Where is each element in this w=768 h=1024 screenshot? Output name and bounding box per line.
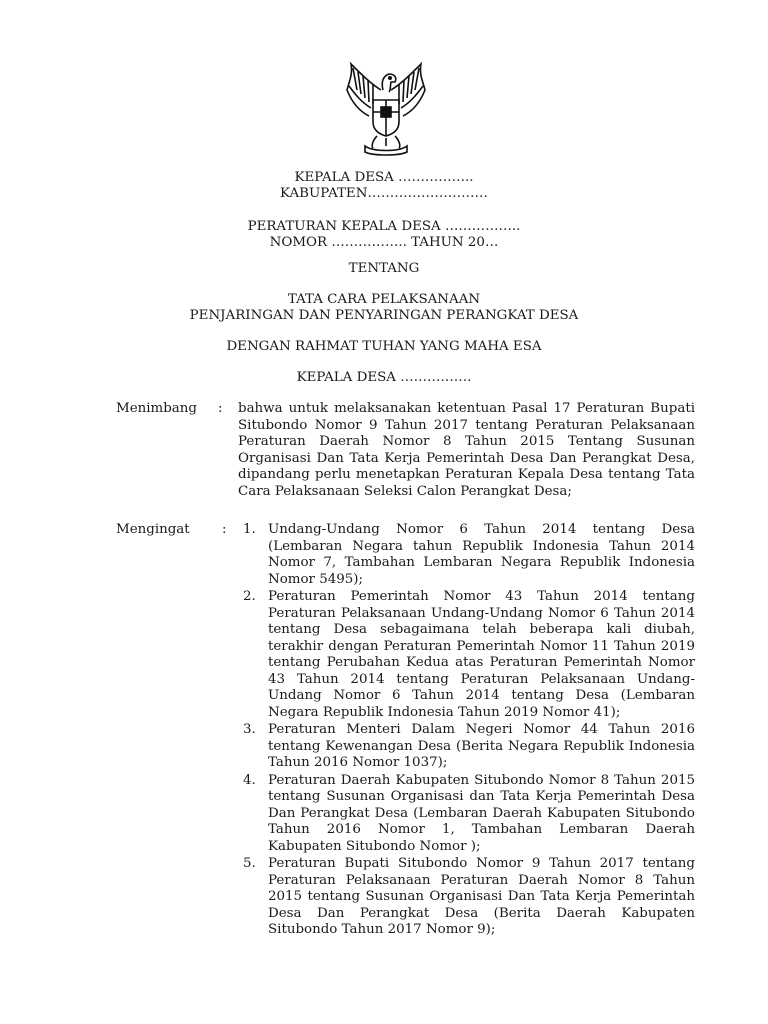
- subject-line-1: TATA CARA PELAKSANAAN: [287, 292, 481, 307]
- issuer-line: KEPALA DESA …………….: [296, 370, 472, 385]
- list-item: [243, 722, 695, 772]
- preamble-line: DENGAN RAHMAT TUHAN YANG MAHA ESA: [226, 339, 542, 354]
- list-item-text: Undang-Undang Nomor 6 Tahun 2014 tentang Desa (Lembaran Negara tahun Republik Indonesia Tahun 2014 Nomor 7, Tambahan Lembaran Negara Republik Indonesia Nomor 5495);: [268, 522, 695, 587]
- mengingat-label: Mengingat: [116, 522, 190, 537]
- menimbang-text: bahwa untuk melaksanakan ketentuan Pasal 17 Peraturan Bupati Situbondo Nomor 9 Tahun 2017 tentang Peraturan Pelaksanaan Peraturan Daerah Nomor 8 Tahun 2015 Tentang Susunan Organisasi Dan Tata Kerja Pemerintah Desa Dan Perangkat Desa, dipandang perlu menetapkan Peraturan Kepala Desa tentang Tata Cara Pelaksanaan Seleksi Calon Perangkat Desa;: [238, 401, 695, 499]
- list-item: [243, 773, 695, 856]
- list-item: [243, 856, 695, 939]
- list-item-number: 2.: [243, 589, 256, 604]
- list-item-text: Peraturan Menteri Dalam Negeri Nomor 44 Tahun 2016 tentang Kewenangan Desa (Berita Negara Republik Indonesia Tahun 2016 Nomor 1037);: [268, 722, 695, 770]
- list-item: [243, 522, 695, 588]
- list-item: [243, 589, 695, 721]
- mengingat-colon: :: [222, 522, 227, 537]
- list-item-number: 3.: [243, 722, 256, 737]
- list-item-text: Peraturan Bupati Situbondo Nomor 9 Tahun 2017 tentang Peraturan Pelaksanaan Peraturan Daerah Nomor 8 Tahun 2015 tentang Susunan Organisasi Dan Tata Kerja Pemerintah Desa Dan Perangkat Desa (Berita Daerah Kabupaten Situbondo Tahun 2017 Nomor 9);: [268, 856, 695, 937]
- list-item-number: 5.: [243, 856, 256, 871]
- regulation-number: NOMOR …………….. TAHUN 20…: [269, 235, 499, 250]
- regulation-title: PERATURAN KEPALA DESA ……………..: [247, 219, 521, 234]
- garuda-emblem-icon: [343, 60, 429, 158]
- tentang-heading: TENTANG: [348, 261, 420, 276]
- list-item-text: Peraturan Pemerintah Nomor 43 Tahun 2014 tentang Peraturan Pelaksanaan Undang-Undang Nomor 6 Tahun 2014 tentang Desa sebagaimana telah beberapa kali diubah, terakhir dengan Peraturan Pemerintah Nomor 11 Tahun 2019 tentang Perubahan Kedua atas Peraturan Pemerintah Nomor 43 Tahun 2014 tentang Peraturan Pelaksanaan Undang-Undang Nomor 6 Tahun 2014 tentang Desa (Lembaran Negara Republik Indonesia Tahun 2019 Nomor 41);: [268, 589, 695, 720]
- list-item-number: 1.: [243, 522, 256, 537]
- subject-line-2: PENJARINGAN DAN PENYARINGAN PERANGKAT DESA: [189, 308, 579, 323]
- list-item-text: Peraturan Daerah Kabupaten Situbondo Nomor 8 Tahun 2015 tentang Susunan Organisasi dan Tata Kerja Pemerintah Desa Dan Perangkat Desa (Lembaran Daerah Kabupaten Situbondo Tahun 2016 Nomor 1, Tambahan Lembaran Daerah Kabupaten Situbondo Nomor );: [268, 772, 695, 854]
- menimbang-colon: :: [218, 401, 223, 416]
- menimbang-label: Menimbang: [116, 401, 197, 416]
- header-kepala-desa: KEPALA DESA ……………..: [294, 170, 474, 185]
- list-item-number: 4.: [243, 772, 256, 788]
- mengingat-list: [243, 522, 695, 940]
- header-kabupaten: KABUPATEN………………………: [280, 186, 488, 201]
